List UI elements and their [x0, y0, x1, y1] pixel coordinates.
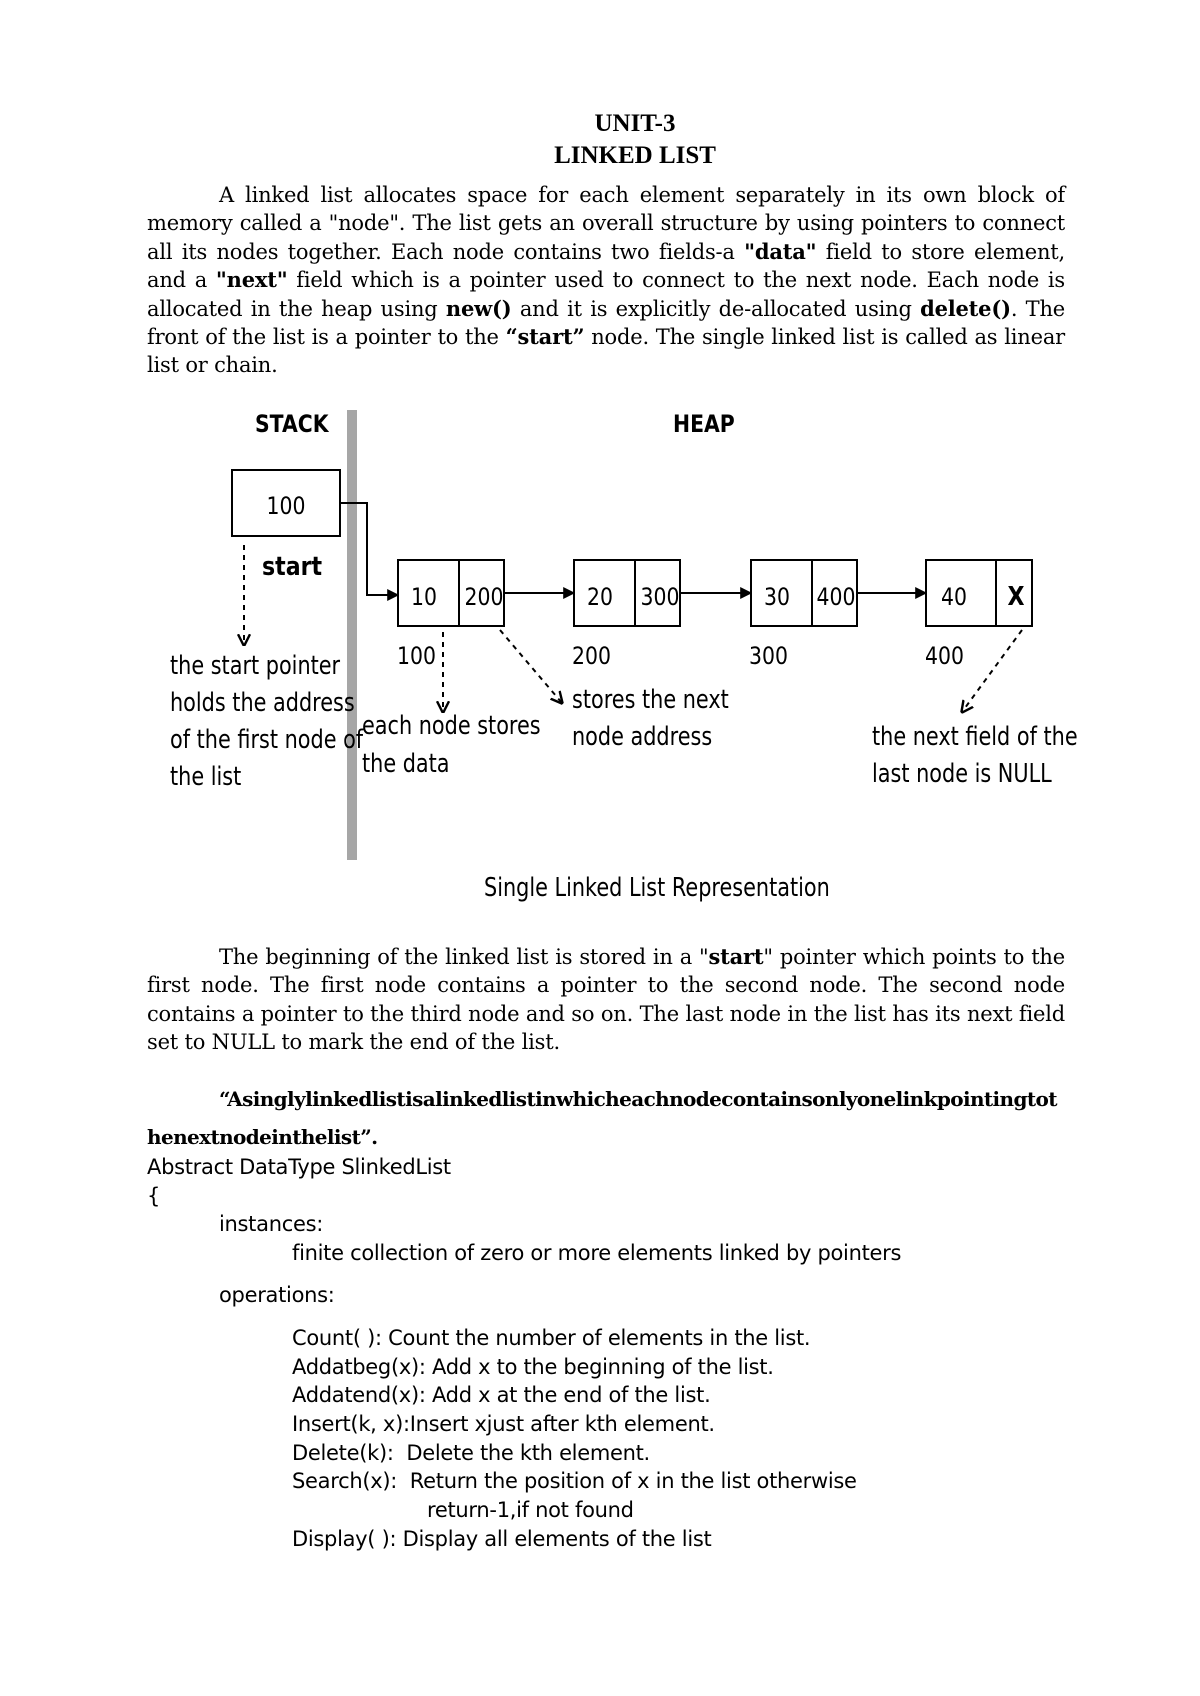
next-note-arrow [500, 630, 562, 703]
node-1-address: 100 [397, 642, 436, 671]
start-note-line: of the first node of [170, 723, 364, 755]
stack-heap-divider [347, 410, 357, 860]
start-note [170, 650, 364, 792]
node-2-data: 20 [587, 583, 613, 612]
node-3 [749, 560, 857, 670]
null-note-line: the next field of the [872, 720, 1078, 752]
node-2-address: 200 [572, 642, 611, 671]
stack-label: STACK [255, 410, 329, 439]
start-note-line: the start pointer [170, 649, 341, 681]
adt-operations-label: operations: [219, 1283, 335, 1307]
adt-open-brace: { [147, 1184, 161, 1208]
next-note-line: node address [572, 720, 713, 752]
data-note-line: the data [362, 747, 450, 779]
intro-paragraph: A linked list allocates space for each element separately in its own block of memory called a "node". The list gets an overall structure by using pointers to connect all its nodes together. Each node contains two fields-a "data" field to store element, and a "next" field which is a pointer used to connect to the next node. Each node is allocated in the heap using new() and it is explicitly de-allocated using delete(). The front of the list is a pointer to the “start” node. The single linked list is called as linear list or chain. [147, 183, 1066, 378]
node-4-next: X [1007, 581, 1025, 612]
node-1-data: 10 [411, 583, 437, 612]
adt-header: Abstract DataType SlinkedList [147, 1155, 451, 1179]
adt-operation: Search(x): Return the position of x in the list otherwise [292, 1469, 857, 1493]
start-note-line: holds the address [170, 686, 355, 718]
next-keyword: "next" [215, 267, 288, 293]
node-3-data: 30 [764, 583, 790, 612]
node-1-next: 200 [464, 583, 504, 612]
heap-label: HEAP [673, 410, 735, 439]
node-4-data: 40 [941, 583, 967, 612]
data-note [362, 710, 541, 779]
adt-operation: Delete(k): Delete the kth element. [292, 1441, 650, 1465]
node-4-address: 400 [925, 642, 964, 671]
data-keyword: "data" [744, 238, 817, 264]
diagram-caption: Single Linked List Representation [484, 871, 830, 903]
adt-operation: Display( ): Display all elements of the list [292, 1527, 712, 1551]
unit-title: UNIT-3 [594, 110, 676, 137]
page-title: LINKED LIST [554, 142, 716, 169]
adt-operation: Addatbeg(x): Add x to the beginning of the list. [292, 1355, 774, 1379]
delete-keyword: delete() [920, 295, 1011, 321]
new-keyword: new() [445, 295, 512, 321]
start-pointer-value: 100 [266, 492, 306, 521]
null-note [872, 721, 1078, 789]
next-note-line: stores the next [572, 683, 729, 715]
node-3-next: 400 [816, 583, 856, 612]
start-keyword: “start” [505, 324, 585, 350]
definition-quote: “Asinglylinkedlistisalinkedlistinwhicheachnodecontainsonlyonelinkpointingtothenextnodeinthelist”. [147, 1087, 1057, 1149]
adt-operation: Insert(k, x):Insert xjust after kth element. [292, 1412, 715, 1436]
start-keyword: start [708, 944, 764, 969]
start-pointer-paragraph: The beginning of the linked list is stored in a "start" pointer which points to the first node. The first node contains a pointer to the second node. The second node contains a pointer to the third node and so on. The last node in the list has its next field set to NULL to mark the end of the list. [147, 944, 1065, 1055]
node-2 [572, 560, 680, 670]
data-note-line: each node stores [362, 709, 541, 741]
adt-operation-continuation: return-1,if not found [427, 1498, 634, 1522]
start-note-line: the list [170, 760, 242, 792]
null-note-line: last node is NULL [872, 757, 1052, 789]
node-3-address: 300 [749, 642, 788, 671]
node-2-next: 300 [640, 583, 680, 612]
adt-instances-desc: finite collection of zero or more elements linked by pointers [292, 1241, 902, 1265]
adt-operation: Addatend(x): Add x at the end of the list. [292, 1383, 711, 1407]
adt-instances-label: instances: [219, 1212, 323, 1236]
node-1 [397, 560, 504, 670]
next-note [572, 684, 729, 752]
start-label: start [262, 551, 323, 582]
null-note-arrow [962, 630, 1022, 712]
adt-operation: Count( ): Count the number of elements in the list. [292, 1326, 811, 1350]
node-4 [925, 560, 1032, 670]
